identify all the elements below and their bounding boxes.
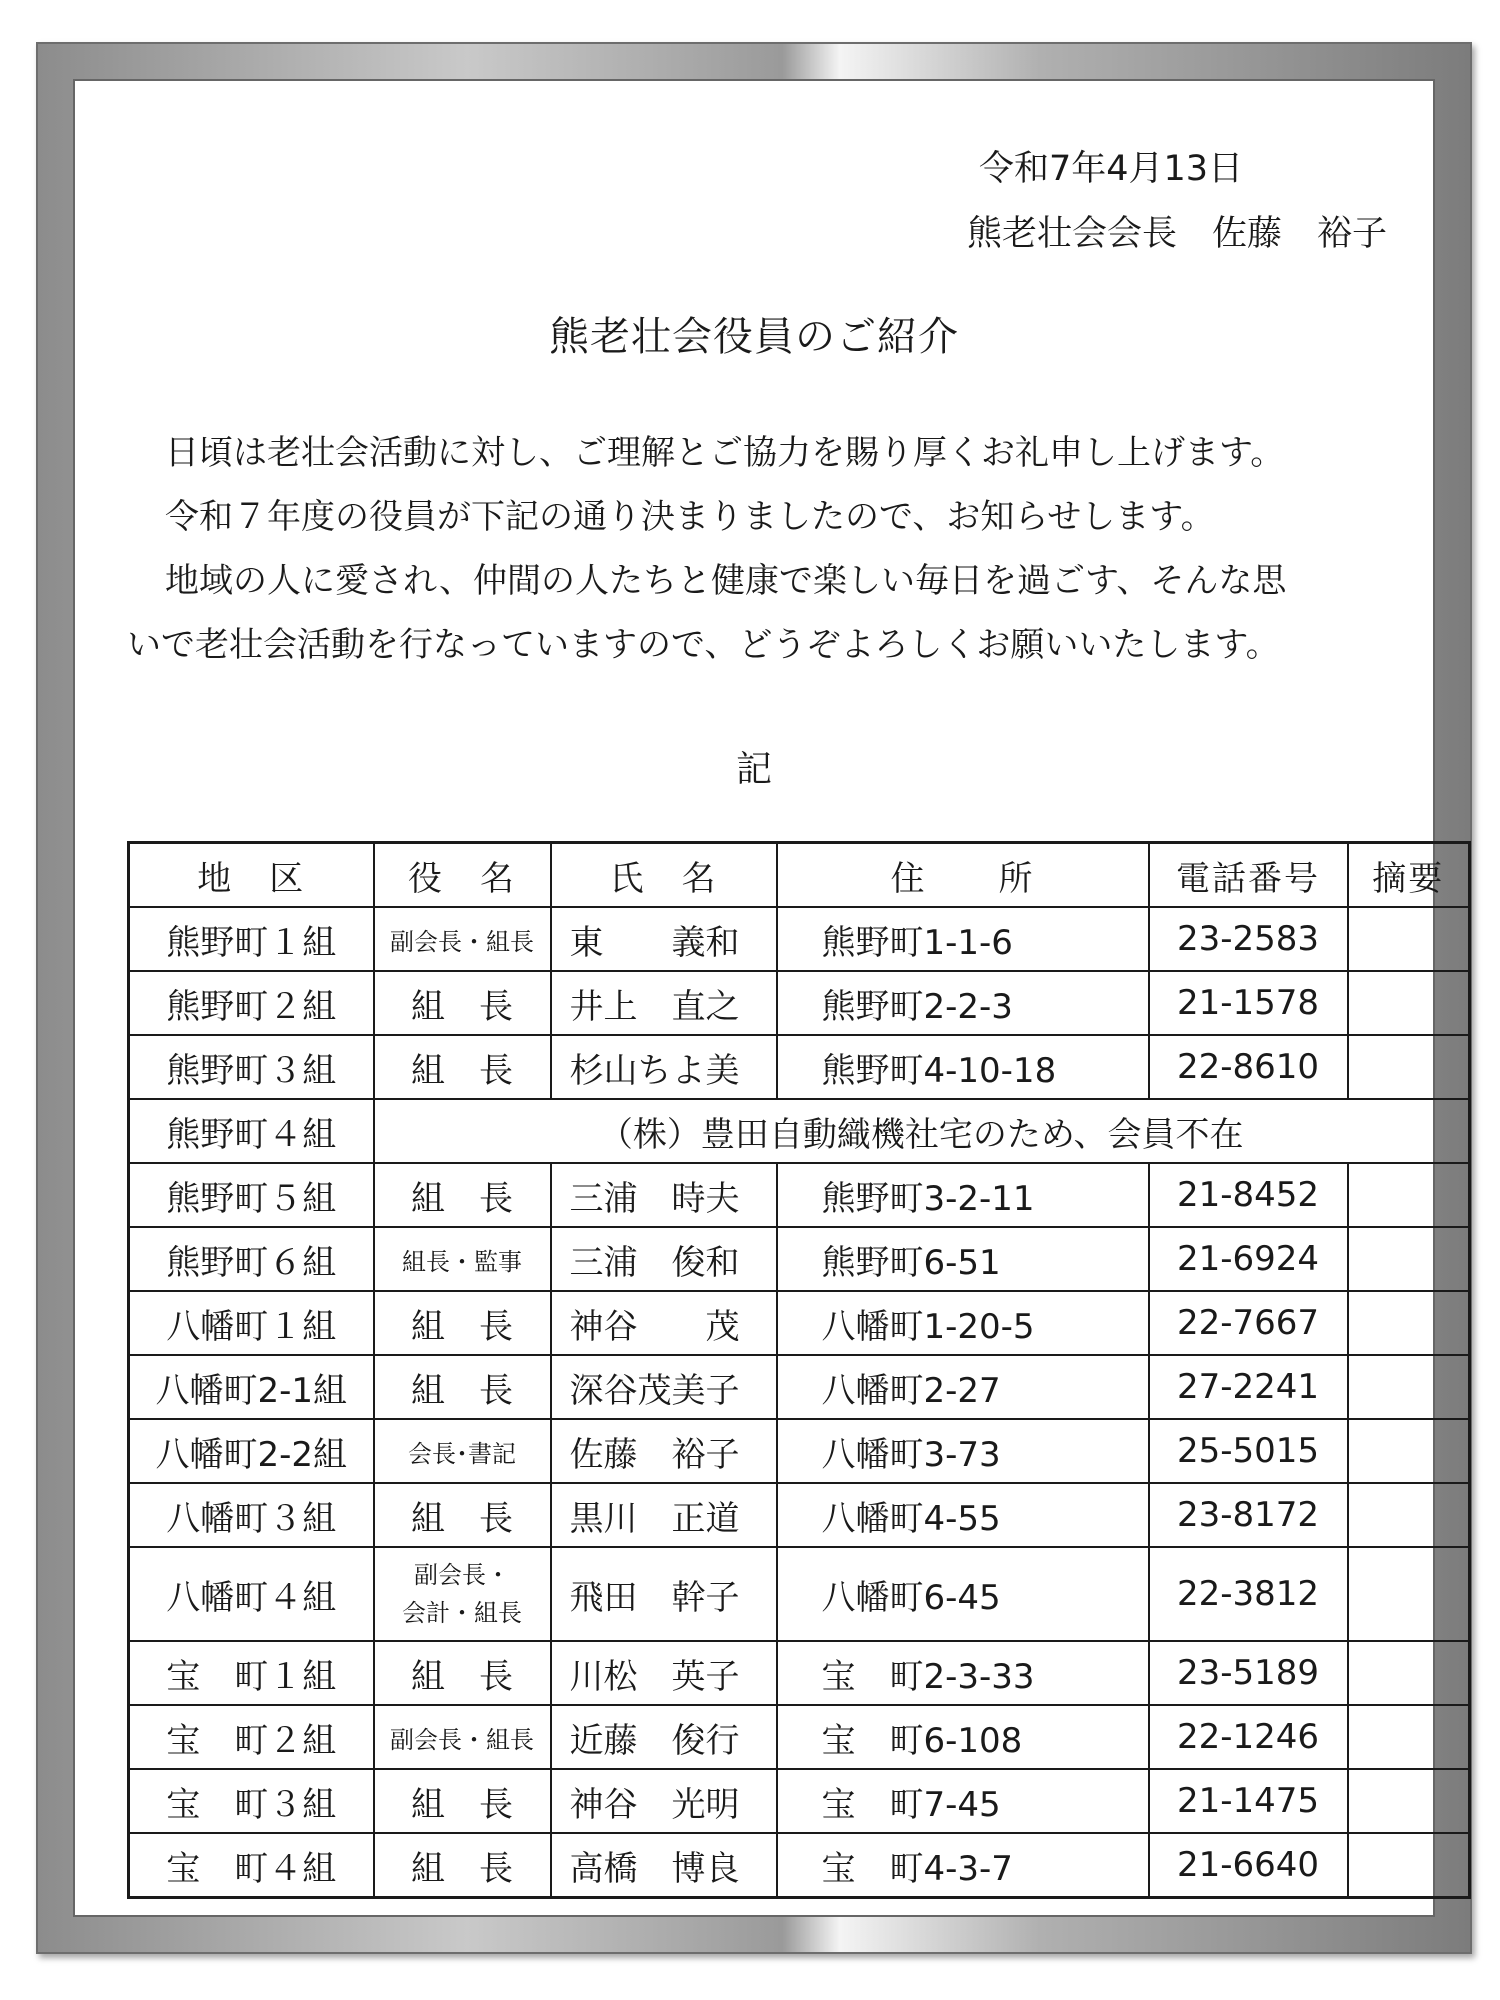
cell-name: 佐藤 裕子 <box>551 1419 777 1483</box>
cell-name: 川松 英子 <box>551 1641 777 1705</box>
cell-address: 熊野町3-2-11 <box>777 1163 1149 1227</box>
table-row <box>129 1099 1470 1163</box>
cell-district: 宝 町４組 <box>129 1833 374 1898</box>
cell-role: 組 長 <box>374 1641 551 1705</box>
cell-address: 熊野町1-1-6 <box>777 907 1149 971</box>
cell-name: 黒川 正道 <box>551 1483 777 1547</box>
cell-note <box>1348 1355 1470 1419</box>
header-note: 摘要 <box>1348 843 1470 908</box>
cell-tel: 22-3812 <box>1149 1547 1348 1641</box>
cell-district: 宝 町１組 <box>129 1641 374 1705</box>
cell-role <box>374 1547 551 1641</box>
document-sender: 熊老壮会会長 佐藤 裕子 <box>967 214 1388 254</box>
table-row <box>129 1291 1470 1355</box>
cell-tel: 22-8610 <box>1149 1035 1348 1099</box>
cell-note <box>1348 971 1470 1035</box>
cell-note <box>1348 907 1470 971</box>
role-line: 副会長・ <box>414 1561 510 1589</box>
cell-note <box>1348 1291 1470 1355</box>
table-row <box>129 1355 1470 1419</box>
table-row <box>129 1419 1470 1483</box>
table-row <box>129 1833 1470 1898</box>
cell-tel: 21-6640 <box>1149 1833 1348 1898</box>
table-row <box>129 1769 1470 1833</box>
cell-tel: 23-5189 <box>1149 1641 1348 1705</box>
document-paper <box>73 79 1445 1917</box>
cell-note <box>1348 1641 1470 1705</box>
table-row <box>129 1547 1470 1641</box>
document-body <box>127 421 1437 677</box>
cell-name: 杉山ちよ美 <box>551 1035 777 1099</box>
cell-address: 熊野町4-10-18 <box>777 1035 1149 1099</box>
cell-tel: 23-8172 <box>1149 1483 1348 1547</box>
cell-tel: 21-8452 <box>1149 1163 1348 1227</box>
cell-role: 副会長・組長 <box>374 907 551 971</box>
cell-district: 八幡町１組 <box>129 1291 374 1355</box>
table-row <box>129 1483 1470 1547</box>
table-row <box>129 1641 1470 1705</box>
cell-name: 近藤 俊行 <box>551 1705 777 1769</box>
table-row <box>129 1227 1470 1291</box>
cell-district: 熊野町４組 <box>129 1099 374 1163</box>
cell-district: 熊野町３組 <box>129 1035 374 1099</box>
cell-address: 八幡町3-73 <box>777 1419 1149 1483</box>
body-line: 令和７年度の役員が下記の通り決まりましたので、お知らせします。 <box>165 497 1215 537</box>
cell-name: 三浦 時夫 <box>551 1163 777 1227</box>
cell-tel: 22-7667 <box>1149 1291 1348 1355</box>
table-row <box>129 1163 1470 1227</box>
cell-role: 組 長 <box>374 1833 551 1898</box>
cell-address: 宝 町7-45 <box>777 1769 1149 1833</box>
cell-address: 熊野町6-51 <box>777 1227 1149 1291</box>
cell-name: 高橋 博良 <box>551 1833 777 1898</box>
cell-address: 熊野町2-2-3 <box>777 971 1149 1035</box>
header-tel: 電話番号 <box>1149 843 1348 908</box>
cell-district: 熊野町１組 <box>129 907 374 971</box>
cell-district: 八幡町2-2組 <box>129 1419 374 1483</box>
cell-role: 組 長 <box>374 971 551 1035</box>
cell-name: 東 義和 <box>551 907 777 971</box>
cell-role: 会長･書記 <box>374 1419 551 1483</box>
cell-tel: 27-2241 <box>1149 1355 1348 1419</box>
cell-name: 神谷 茂 <box>551 1291 777 1355</box>
cell-district: 宝 町２組 <box>129 1705 374 1769</box>
cell-name: 井上 直之 <box>551 971 777 1035</box>
cell-district: 八幡町2-1組 <box>129 1355 374 1419</box>
header-address: 住 所 <box>777 843 1149 908</box>
cell-address: 八幡町2-27 <box>777 1355 1149 1419</box>
table-body <box>129 907 1470 1898</box>
table-row <box>129 1705 1470 1769</box>
cell-tel: 22-1246 <box>1149 1705 1348 1769</box>
body-line: 地域の人に愛され、仲間の人たちと健康で楽しい毎日を過ごす、そんな思 <box>165 561 1287 601</box>
cell-note <box>1348 1163 1470 1227</box>
cell-address: 八幡町1-20-5 <box>777 1291 1149 1355</box>
cell-role: 組 長 <box>374 1769 551 1833</box>
cell-note <box>1348 1227 1470 1291</box>
cell-role: 組 長 <box>374 1483 551 1547</box>
body-line: いで老壮会活動を行なっていますので、どうぞよろしくお願いいたします。 <box>127 625 1280 665</box>
cell-district: 八幡町３組 <box>129 1483 374 1547</box>
table-header-row <box>129 843 1470 908</box>
officer-table <box>127 841 1471 1899</box>
cell-role: 組 長 <box>374 1163 551 1227</box>
cell-tel: 21-1578 <box>1149 971 1348 1035</box>
cell-address: 宝 町4-3-7 <box>777 1833 1149 1898</box>
document-title: 熊老壮会役員のご紹介 <box>549 314 959 360</box>
cell-address: 八幡町4-55 <box>777 1483 1149 1547</box>
cell-tel: 23-2583 <box>1149 907 1348 971</box>
cell-address: 宝 町6-108 <box>777 1705 1149 1769</box>
cell-role: 組 長 <box>374 1355 551 1419</box>
cell-district: 熊野町５組 <box>129 1163 374 1227</box>
table-row <box>129 1035 1470 1099</box>
silver-frame <box>36 42 1472 1954</box>
cell-district: 宝 町３組 <box>129 1769 374 1833</box>
cell-name: 神谷 光明 <box>551 1769 777 1833</box>
cell-role: 副会長・組長 <box>374 1705 551 1769</box>
cell-note <box>1348 1769 1470 1833</box>
cell-address: 宝 町2-3-33 <box>777 1641 1149 1705</box>
cell-name: 三浦 俊和 <box>551 1227 777 1291</box>
cell-name: 深谷茂美子 <box>551 1355 777 1419</box>
cell-note <box>1348 1833 1470 1898</box>
cell-tel: 21-1475 <box>1149 1769 1348 1833</box>
cell-note <box>1348 1705 1470 1769</box>
cell-note <box>1348 1035 1470 1099</box>
cell-tel: 25-5015 <box>1149 1419 1348 1483</box>
role-line: 会計・組長 <box>402 1599 522 1627</box>
cell-district: 熊野町６組 <box>129 1227 374 1291</box>
header-role: 役 名 <box>374 843 551 908</box>
ki-heading: 記 <box>735 749 772 790</box>
document-date: 令和7年4月13日 <box>979 149 1244 189</box>
cell-district: 熊野町２組 <box>129 971 374 1035</box>
cell-role: 組長・監事 <box>374 1227 551 1291</box>
cell-name: 飛田 幹子 <box>551 1547 777 1641</box>
cell-merged-note: （株）豊田自動織機社宅のため、会員不在 <box>374 1099 1470 1163</box>
body-line: 日頃は老壮会活動に対し、ご理解とご協力を賜り厚くお礼申し上げます。 <box>165 433 1285 473</box>
cell-tel: 21-6924 <box>1149 1227 1348 1291</box>
header-name: 氏 名 <box>551 843 777 908</box>
table-row <box>129 971 1470 1035</box>
cell-note <box>1348 1483 1470 1547</box>
cell-role: 組 長 <box>374 1291 551 1355</box>
header-district: 地 区 <box>129 843 374 908</box>
table-row <box>129 907 1470 971</box>
cell-district: 八幡町４組 <box>129 1547 374 1641</box>
cell-address: 八幡町6-45 <box>777 1547 1149 1641</box>
cell-note <box>1348 1547 1470 1641</box>
cell-role: 組 長 <box>374 1035 551 1099</box>
cell-note <box>1348 1419 1470 1483</box>
